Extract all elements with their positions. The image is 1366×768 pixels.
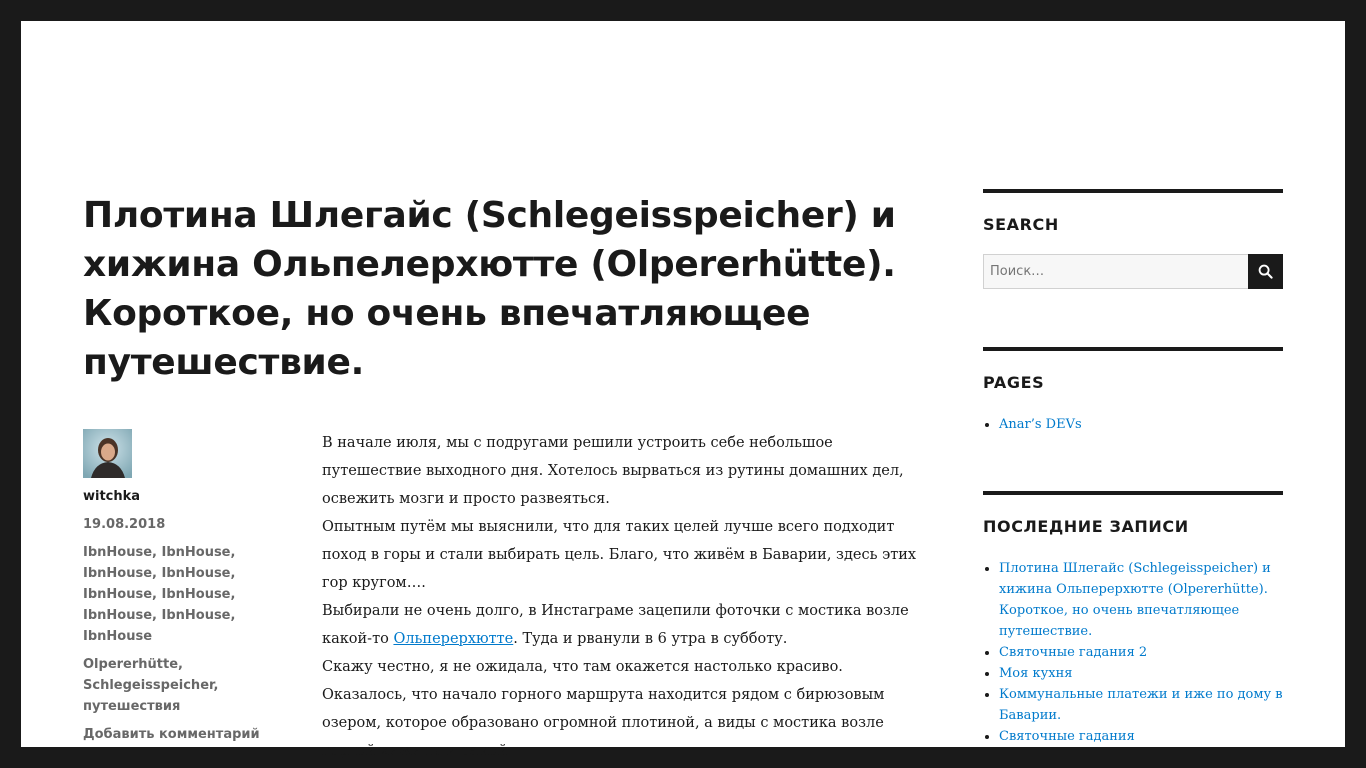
search-widget-title: SEARCH	[983, 215, 1059, 234]
pages-widget-title: PAGES	[983, 373, 1045, 392]
categories-links[interactable]: IbnHouse, IbnHouse, IbnHouse, IbnHouse, IbnHouse, IbnHouse, IbnHouse, IbnHouse, IbnHouse	[83, 545, 236, 644]
recent-post-item	[999, 663, 1283, 684]
recent-posts-list	[983, 558, 1283, 747]
search-button[interactable]	[1248, 254, 1283, 289]
author-link[interactable]: witchka	[83, 489, 141, 504]
post-title[interactable]: Плотина Шлегайс (Schlegeisspeicher) и хижина Ольпелерхютте (Olpererhütte). Короткое, но очень впечатляющее путешествие.	[83, 195, 896, 383]
recent-post-link[interactable]: Плотина Шлегайс (Schlegeisspeicher) и хижина Ольперерхютте (Olpererhütte). Короткое, но очень впечатляющее путешествие.	[999, 561, 1271, 639]
search-icon	[1258, 264, 1273, 279]
recent-post-link[interactable]: Святочные гадания 2	[999, 645, 1148, 660]
recent-post-item	[999, 558, 1283, 642]
search-form	[983, 254, 1283, 289]
recent-posts-widget	[983, 491, 1283, 747]
content-text: . Туда и рванули в 6 утра в субботу.	[513, 631, 788, 647]
content-paragraph	[322, 597, 930, 653]
content-paragraph: В начале июля, мы с подругами решили устроить себе небольшое путешествие выходного дня. Хотелось вырваться из рутины домашних дел, освежить мозги и просто развеяться.	[322, 435, 904, 507]
post-date[interactable]: 19.08.2018	[83, 517, 166, 532]
olpererhutte-link[interactable]: Ольперерхютте	[393, 631, 514, 647]
recent-post-item	[999, 684, 1283, 726]
recent-post-link[interactable]: Коммунальные платежи и иже по дому в Баварии.	[999, 687, 1283, 723]
avatar[interactable]	[83, 429, 132, 478]
recent-post-item	[999, 726, 1283, 747]
page-link[interactable]: Anar’s DEVs	[999, 417, 1082, 432]
pages-widget	[983, 347, 1283, 435]
pages-list	[983, 414, 1283, 435]
entry-meta	[83, 429, 273, 745]
add-comment-link[interactable]: Добавить комментарий	[83, 727, 260, 742]
search-widget	[983, 189, 1283, 289]
content-text: Выбирали не очень долго, в Инстаграме зацепили фоточки с мостика возле какой-то	[322, 603, 909, 647]
entry-content	[322, 429, 930, 765]
recent-posts-title: ПОСЛЕДНИЕ ЗАПИСИ	[983, 517, 1189, 536]
search-input[interactable]	[983, 254, 1248, 289]
recent-post-link[interactable]: Моя кухня	[999, 666, 1073, 681]
content-paragraph: Скажу честно, я не ожидала, что там окажется настолько красиво. Оказалось, что начало горного маршрута находится рядом с бирюзовым озером, которое образовано огромной плотиной, а виды с мостика возле горной хижины и самой	[322, 659, 885, 759]
recent-post-item	[999, 642, 1283, 663]
recent-post-link[interactable]: Святочные гадания	[999, 729, 1135, 744]
tags-links[interactable]: Olpererhütte, Schlegeisspeicher, путешествия	[83, 657, 219, 714]
content-paragraph: Опытным путём мы выяснили, что для таких целей лучше всего подходит поход в горы и стали выбирать цель. Благо, что живём в Баварии, здесь этих гор кругом….	[322, 519, 917, 591]
page	[21, 21, 1345, 759]
pages-list-item	[999, 414, 1283, 435]
